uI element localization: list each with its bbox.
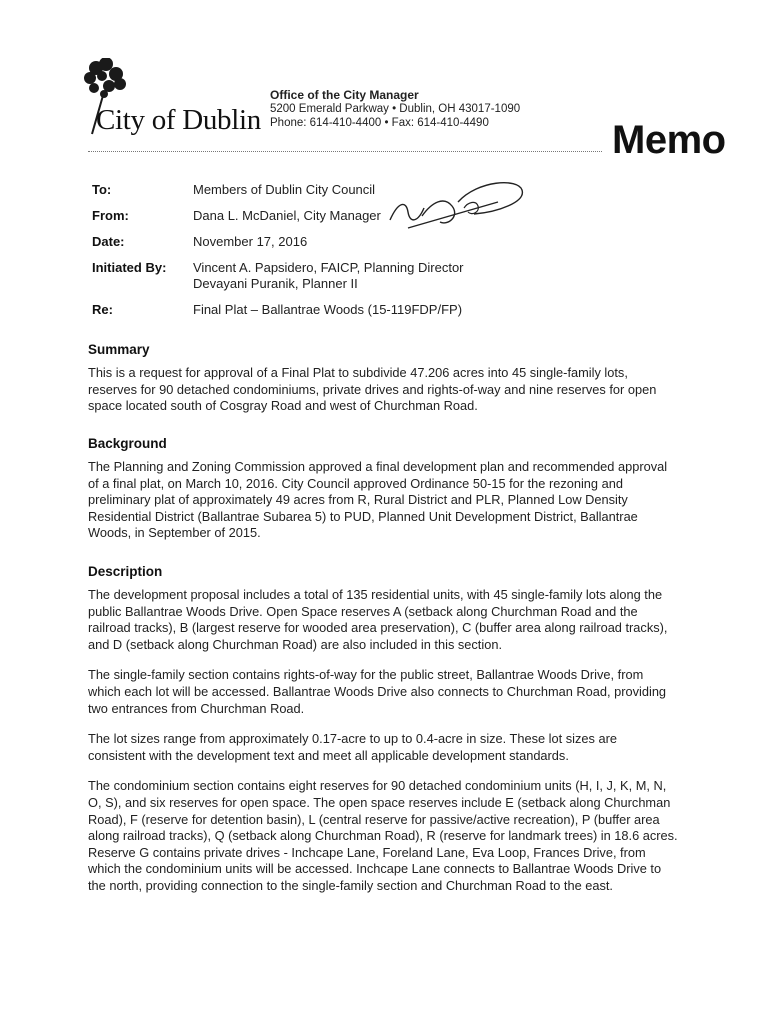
office-phone: Phone: 614-410-4400 • Fax: 614-410-4490 xyxy=(270,117,489,129)
background-paragraph: The Planning and Zoning Commission approved a final development plan and recommended approval of a final plat, on March 10, 2016. City Council approved Ordinance 50-15 for the rezoning and preliminary plat of approximately 49 acres from R, Rural District and PLR, Planned Low Density Residential District (Ballantrae Subarea 5) to PUD, Planned Unit Development District, Ballantrae Woods, in September of 2015. xyxy=(88,459,668,541)
to-label: To: xyxy=(92,182,112,197)
background-section xyxy=(88,436,678,556)
handwritten-signature xyxy=(348,172,548,242)
background-heading: Background xyxy=(88,436,167,451)
description-heading: Description xyxy=(88,564,163,579)
date-value: November 17, 2016 xyxy=(193,234,308,249)
to-value: Members of Dublin City Council xyxy=(193,182,376,197)
re-label: Re: xyxy=(92,302,113,317)
memo-title: Memo xyxy=(612,118,726,162)
description-paragraph-1: The development proposal includes a total of 135 residential units, with 45 single-family lots along the public Ballantrae Woods Drive. Open Space reserves A (setback along Churchman Road and the railroad tracks), B (largest reserve for wooded area preservation), C (buffer area along railroad tracks), and D (setback along Churchman Road) are also included in this section. xyxy=(88,587,668,652)
initiated-label: Initiated By: xyxy=(92,260,167,275)
date-label: Date: xyxy=(92,234,125,249)
summary-paragraph: This is a request for approval of a Final Plat to subdivide 47.206 acres into 45 single-family lots, reserves for 90 detached condominiums, private drives and rights-of-way and nine reserves for open space located south of Cosgray Road and west of Churchman Road. xyxy=(88,365,657,414)
from-value: Dana L. McDaniel, City Manager xyxy=(193,208,381,223)
description-paragraph-2: The single-family section contains rights-of-way for the public street, Ballantrae Woods Drive, from which each lot will be accessed. Ballantrae Woods Drive also connects to Churchman Road, providing two entrances from Churchman Road. xyxy=(88,667,667,716)
letterhead-divider xyxy=(88,151,602,152)
office-name: Office of the City Manager xyxy=(270,88,419,102)
description-paragraph-4: The condominium section contains eight reserves for 90 detached condominium units (H, I, J, K, M, N, O, S), and six reserves for open space. The open space reserves include E (setback along Churchman Road), F (reserve for detention basin), L (central reserve for passive/active recreation), P (buffer area along railroad tracks), Q (setback along Churchman Road), R (reserve for landmark trees) in 18.6 acres. Reserve G contains private drives - Inchcape Lane, Foreland Lane, Eva Loop, Frances Drive, from which the condominium units will be accessed. Inchcape Lane connects to Ballantrae Woods Drive to the north, providing connection to the single-family section and Churchman Road to the east. xyxy=(88,778,678,893)
city-name: City of Dublin xyxy=(96,104,261,136)
initiated-line-1: Vincent A. Papsidero, FAICP, Planning Director xyxy=(193,260,464,275)
description-section xyxy=(88,564,678,909)
office-address: 5200 Emerald Parkway • Dublin, OH 43017-1090 xyxy=(270,103,521,115)
re-value: Final Plat – Ballantrae Woods (15-119FDP/FP) xyxy=(193,302,463,317)
initiated-line-2: Devayani Puranik, Planner II xyxy=(193,276,358,291)
initiated-row xyxy=(92,260,692,292)
from-label: From: xyxy=(92,208,129,223)
description-paragraph-3: The lot sizes range from approximately 0.17-acre to up to 0.4-acre in size. These lot sizes are consistent with the development text and meet all applicable development standards. xyxy=(88,731,617,763)
re-row xyxy=(92,302,692,318)
summary-heading: Summary xyxy=(88,342,150,357)
office-block xyxy=(270,88,520,130)
summary-section xyxy=(88,342,678,429)
